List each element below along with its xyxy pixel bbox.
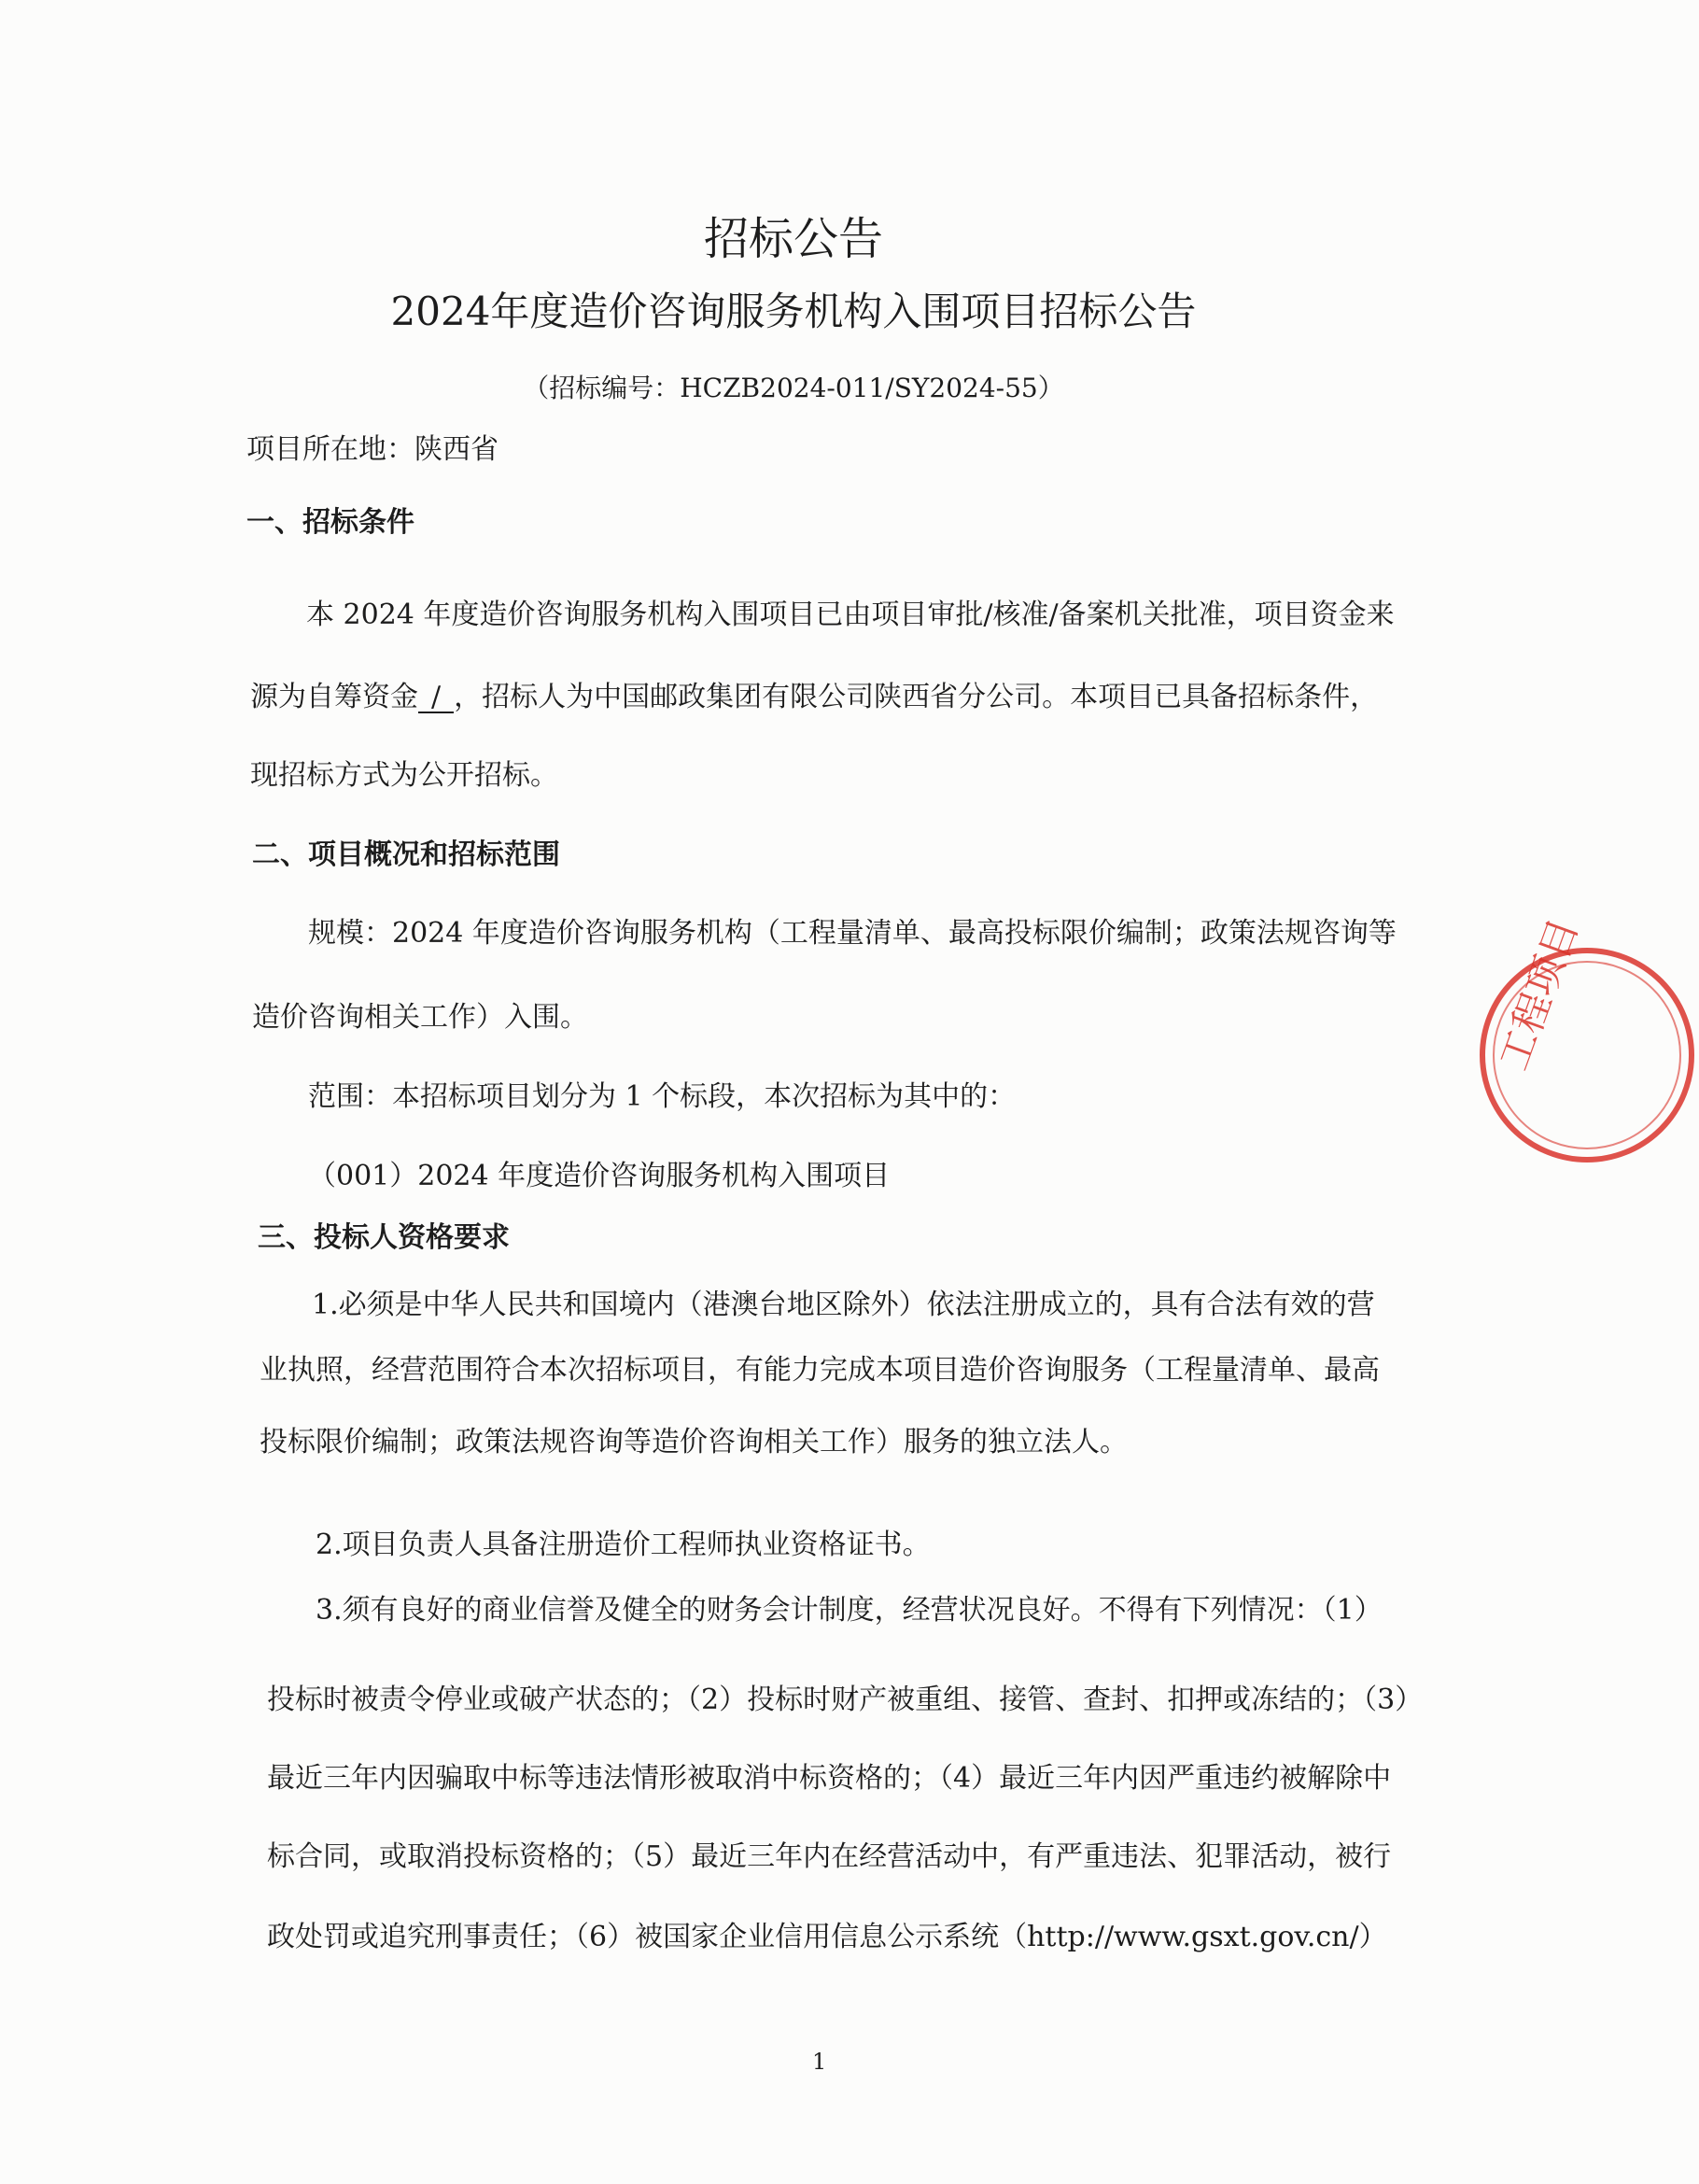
section1-line2: 源为自筹资金 / ，招标人为中国邮政集团有限公司陕西省分公司。本项目已具备招标条件，	[250, 681, 1379, 713]
section1-line3: 现招标方式为公开招标。	[250, 759, 558, 792]
section1-line1: 本 2024 年度造价咨询服务机构入围项目已由项目审批/核准/备案机关批准，项目资金来	[306, 599, 1395, 631]
page-number: 1	[812, 2049, 827, 2075]
section2-heading: 二、项目概况和招标范围	[252, 838, 560, 871]
page-subtitle: 2024年度造价咨询服务机构入围项目招标公告	[390, 289, 1197, 334]
requirement1-line2: 业执照，经营范围符合本次招标项目，有能力完成本项目造价咨询服务（工程量清单、最高	[260, 1354, 1380, 1387]
requirement2: 2.项目负责人具备注册造价工程师执业资格证书。	[316, 1529, 931, 1561]
official-seal-stamp	[1475, 912, 1699, 1167]
funding-blank: /	[418, 683, 454, 713]
section2-scale-line1: 规模：2024 年度造价咨询服务机构（工程量清单、最高投标限价编制；政策法规咨询等	[308, 917, 1397, 950]
requirement3-line1: 3.须有良好的商业信誉及健全的财务会计制度，经营状况良好。不得有下列情况：（1）	[316, 1594, 1383, 1627]
section2-scale-line2: 造价咨询相关工作）入围。	[252, 1001, 588, 1034]
requirement3-line2: 投标时被责令停业或破产状态的；（2）投标时财产被重组、接管、查封、扣押或冻结的；（3）	[267, 1684, 1424, 1716]
requirement3-line3: 最近三年内因骗取中标等违法情形被取消中标资格的；（4）最近三年内因严重违约被解除中	[267, 1762, 1392, 1795]
requirement1-line1: 1.必须是中华人民共和国境内（港澳台地区除外）依法注册成立的，具有合法有效的营	[312, 1289, 1375, 1321]
section2-lot: （001）2024 年度造价咨询服务机构入围项目	[308, 1160, 891, 1192]
project-location: 项目所在地：陕西省	[246, 433, 498, 466]
requirement1-line3: 投标限价编制；政策法规咨询等造价咨询相关工作）服务的独立法人。	[260, 1426, 1128, 1458]
requirement3-line4: 标合同，或取消投标资格的；（5）最近三年内在经营活动中，有严重违法、犯罪活动，被行	[267, 1840, 1392, 1873]
svg-text:工程项目: 工程项目	[1490, 912, 1588, 1077]
page-title: 招标公告	[703, 213, 883, 265]
section1-heading: 一、招标条件	[246, 506, 414, 539]
requirement3-line5: 政处罚或追究刑事责任；（6）被国家企业信用信息公示系统（http://www.gsxt.gov.cn/）	[267, 1921, 1387, 1953]
section2-scope: 范围：本招标项目划分为 1 个标段，本次招标为其中的：	[308, 1080, 1017, 1113]
section3-heading: 三、投标人资格要求	[258, 1221, 510, 1254]
tender-number: （招标编号：HCZB2024-011/SY2024-55）	[523, 373, 1064, 403]
